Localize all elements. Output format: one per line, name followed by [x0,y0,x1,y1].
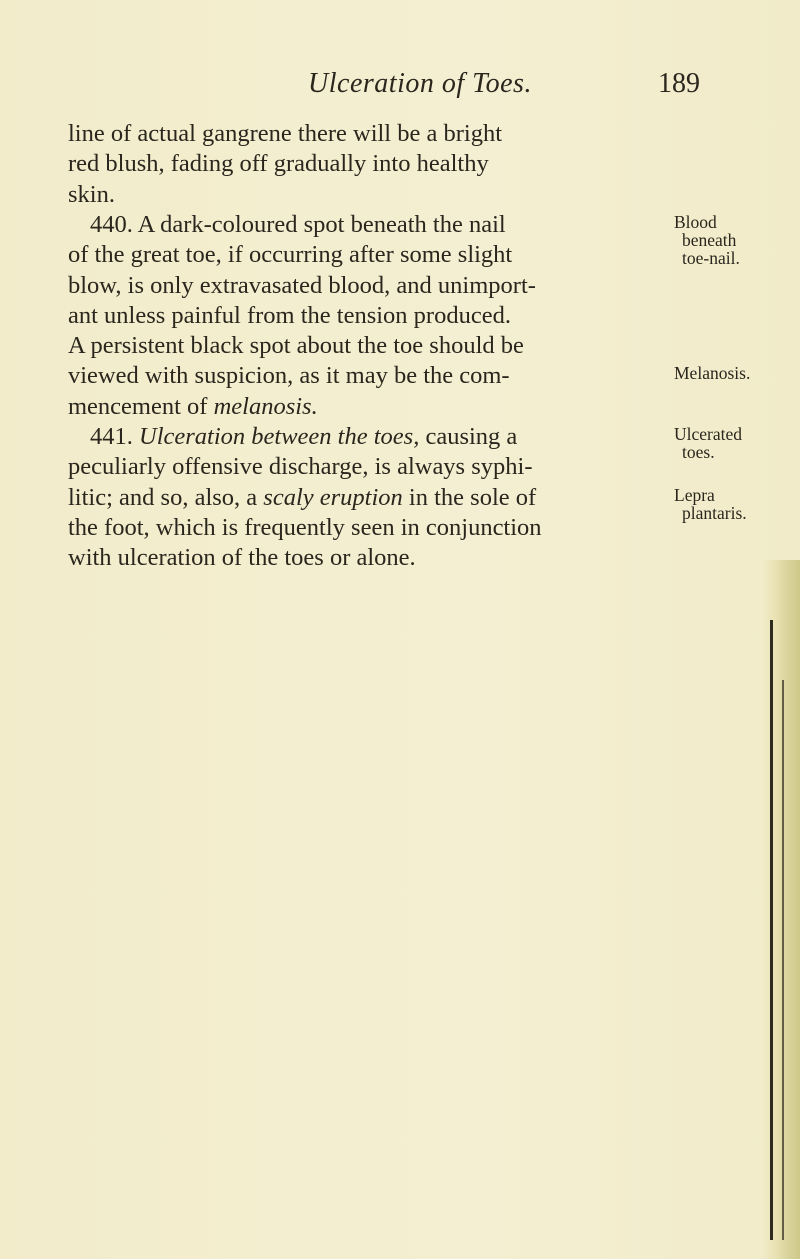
text-line [68,331,524,361]
italic-term: Ulceration between the toes, [139,423,420,450]
text-line [90,422,517,452]
italic-term: melanosis. [213,392,318,420]
margin-note: Blood [674,211,717,232]
text-line [68,149,489,179]
text-run: litic; and so, also, a [68,483,264,511]
margin-note: plantaris. [682,502,747,523]
text-line [68,271,536,301]
page-number: 189 [658,68,700,99]
text-run: 440. A dark-coloured spot beneath the nail [90,210,506,238]
text-run: A persistent black spot about the toe should be [68,332,524,360]
text-run: viewed with suspicion, as it may be the com- [68,362,510,390]
running-head-title: Ulceration of Toes. [308,68,532,99]
text-run: ant unless painful from the tension produced. [68,301,511,329]
text-line [68,301,511,331]
edge-rule [782,680,784,1240]
page-edge-shadow [762,560,800,1259]
text-line [68,180,115,210]
margin-note: beneath [682,229,737,250]
margin-note: Ulcerated [674,424,743,444]
text-line [68,361,510,391]
margin-note: toes. [682,442,715,462]
italic-term: scaly eruption [263,483,403,511]
text-run: red blush, fading off gradually into healthy [68,150,489,178]
text-line [68,543,416,573]
text-line [90,210,506,240]
text-run: skin. [68,180,115,208]
text-run: 441. [90,423,139,450]
margin-note: Lepra [674,484,715,505]
running-head [140,68,700,102]
text-line [68,452,532,482]
text-line [68,240,512,270]
margin-note: Melanosis. [674,363,751,384]
text-line [68,392,318,422]
text-line [68,513,542,543]
text-run: the foot, which is frequently seen in conjunction [68,513,542,541]
text-run: causing a [419,423,518,450]
text-run: blow, is only extravasated blood, and unimport- [68,271,536,299]
text-line [68,119,502,149]
text-run: mencement of [68,392,214,420]
text-line [68,483,536,513]
text-run: line of actual gangrene there will be a bright [68,120,503,147]
margin-note: toe-nail. [682,247,740,268]
text-run: peculiarly offensive discharge, is always syphi- [68,453,533,481]
text-run: of the great toe, if occurring after some slight [68,241,513,269]
edge-rule [770,620,773,1240]
text-run: with ulceration of the toes or alone. [68,544,416,572]
text-run: in the sole of [402,483,537,511]
